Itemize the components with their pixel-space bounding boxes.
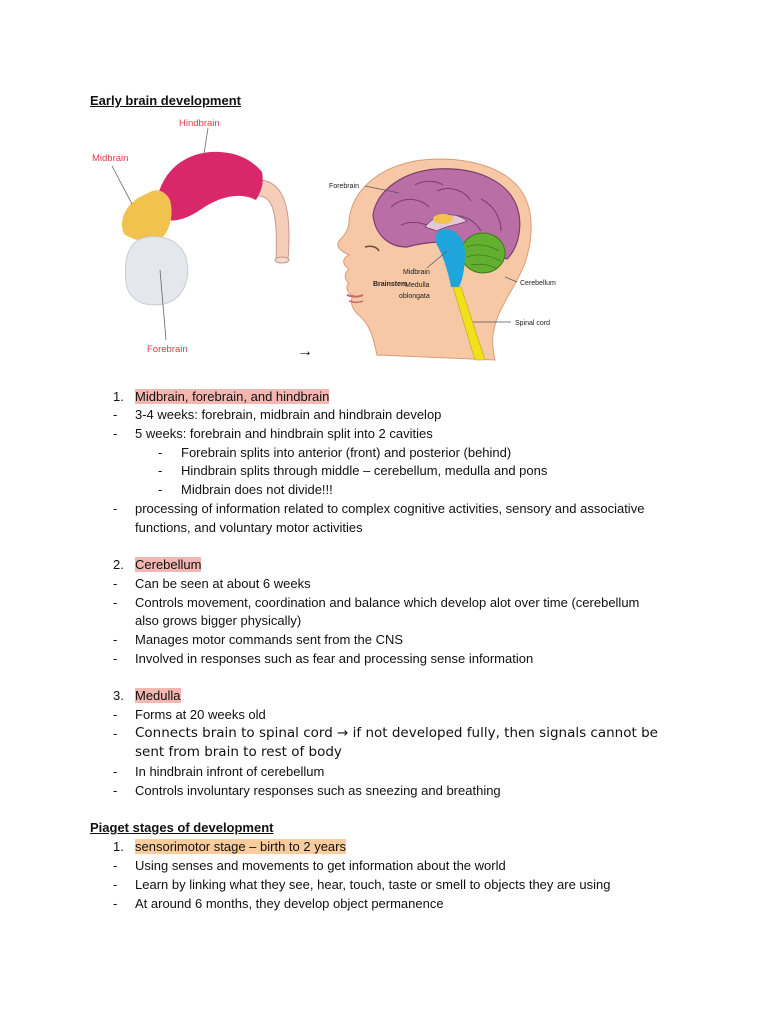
list-item: Using senses and movements to get information about the world <box>135 858 506 873</box>
section-1-number: 1. <box>113 389 124 404</box>
bullet-dash: - <box>113 783 118 798</box>
spinal-cord-label: Spinal cord <box>515 320 551 327</box>
bullet-dash: - <box>113 651 118 666</box>
bullet-dash: - <box>113 632 118 647</box>
list-item: 3-4 weeks: forebrain, midbrain and hindbrain develop <box>135 407 442 422</box>
forebrain-region <box>125 237 187 305</box>
section-3-title: Medulla <box>135 688 181 703</box>
list-item-continued: sent from brain to rest of body <box>135 744 342 760</box>
bullet-dash: - <box>113 576 118 591</box>
forebrain-label: Forebrain <box>147 344 188 355</box>
medulla-label-line1: Medulla <box>405 282 430 289</box>
cerebellum-label: Cerebellum <box>520 280 556 287</box>
page-title: Early brain development <box>90 93 241 108</box>
bullet-dash: - <box>113 858 118 873</box>
section-2-title: Cerebellum <box>135 557 202 572</box>
bullet-dash: - <box>113 707 118 722</box>
piaget-stage-title: sensorimotor stage – birth to 2 years <box>135 839 346 854</box>
medulla-label-line2: oblongata <box>399 293 430 300</box>
list-item: Manages motor commands sent from the CNS <box>135 632 404 647</box>
bullet-dash: - <box>113 595 118 610</box>
sub-list-item: Forebrain splits into anterior (front) and posterior (behind) <box>181 445 512 460</box>
list-item: In hindbrain infront of cerebellum <box>135 764 325 779</box>
list-item: Forms at 20 weeks old <box>135 707 266 722</box>
bullet-dash: - <box>113 501 118 516</box>
list-item: 5 weeks: forebrain and hindbrain split into 2 cavities <box>135 426 433 441</box>
list-item-continued: functions, and voluntary motor activities <box>135 520 363 535</box>
arrow-icon: → <box>297 343 313 360</box>
list-item-continued: also grows bigger physically) <box>135 613 302 628</box>
list-item: Controls movement, coordination and balance which develop alot over time (cerebellum <box>135 595 640 610</box>
section-3-number: 3. <box>113 688 124 703</box>
piaget-heading: Piaget stages of development <box>90 820 274 835</box>
adult-forebrain-label: Forebrain <box>329 183 359 190</box>
list-item: At around 6 months, they develop object permanence <box>135 896 444 911</box>
list-item: Connects brain to spinal cord → if not developed fully, then signals cannot be <box>135 725 658 741</box>
brainstem-label: Brainstem <box>373 281 408 288</box>
sub-bullet-dash: - <box>158 463 163 478</box>
list-item: processing of information related to complex cognitive activities, sensory and associative <box>135 501 645 516</box>
midbrain-region <box>122 190 172 241</box>
bullet-dash: - <box>113 726 118 741</box>
list-item: Involved in responses such as fear and processing sense information <box>135 651 534 666</box>
list-item: Can be seen at about 6 weeks <box>135 576 311 591</box>
bullet-dash: - <box>113 896 118 911</box>
bullet-dash: - <box>113 426 118 441</box>
sub-bullet-dash: - <box>158 445 163 460</box>
sub-list-item: Midbrain does not divide!!! <box>181 482 333 497</box>
piaget-stage-number: 1. <box>113 839 124 854</box>
list-item: Controls involuntary responses such as sneezing and breathing <box>135 783 501 798</box>
cerebellum-region <box>461 233 505 273</box>
list-item: Learn by linking what they see, hear, touch, taste or smell to objects they are using <box>135 877 611 892</box>
sub-list-item: Hindbrain splits through middle – cerebellum, medulla and pons <box>181 463 548 478</box>
bullet-dash: - <box>113 877 118 892</box>
embryonic-brain-diagram <box>80 110 320 370</box>
midbrain-label: Midbrain <box>92 153 129 164</box>
hindbrain-region <box>158 152 263 221</box>
section-2-number: 2. <box>113 557 124 572</box>
hindbrain-label: Hindbrain <box>179 118 220 129</box>
sub-bullet-dash: - <box>158 482 163 497</box>
adult-brain-diagram <box>325 155 565 365</box>
bullet-dash: - <box>113 407 118 422</box>
section-1-title: Midbrain, forebrain, and hindbrain <box>135 389 330 404</box>
adult-midbrain-label: Midbrain <box>403 269 430 276</box>
bullet-dash: - <box>113 764 118 779</box>
